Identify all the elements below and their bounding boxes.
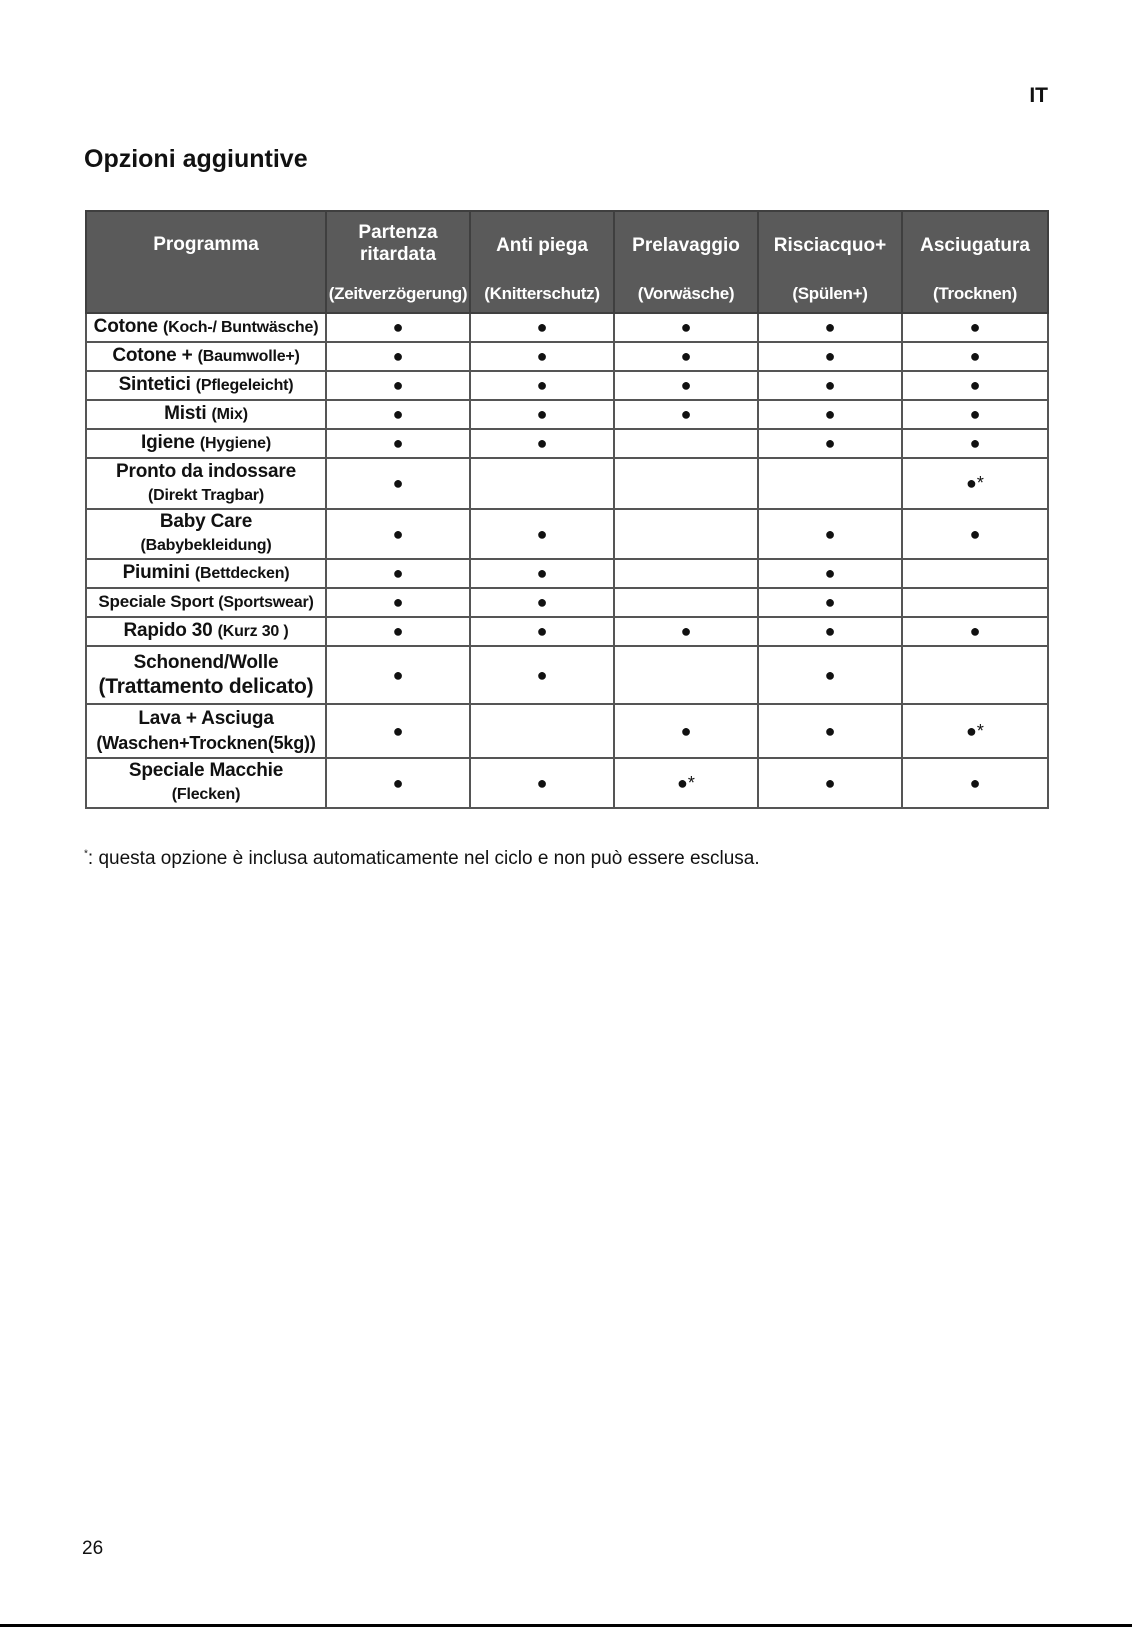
option-availability: ●: [392, 592, 404, 612]
option-cell: [902, 313, 1048, 342]
option-cell: [326, 342, 470, 371]
option-cell: [614, 371, 758, 400]
option-cell: [614, 400, 758, 429]
table-row: [86, 588, 1048, 617]
program-name: Piumini: [122, 562, 190, 583]
footnote-text: : questa opzione è inclusa automaticamente nel ciclo e non può essere esclusa.: [87, 848, 760, 869]
column-header-sublabel: (Spülen+): [792, 284, 868, 303]
option-availability: ●: [969, 523, 981, 544]
column-header-partenza-ritardata: [326, 211, 470, 313]
column-header-label: Prelavaggio: [632, 235, 740, 256]
column-header-anti-piega: [470, 211, 614, 313]
option-availability: ●: [824, 404, 836, 424]
option-availability: ●: [536, 404, 548, 424]
table-row: [86, 646, 1048, 704]
option-cell: [902, 559, 1048, 588]
option-cell: [614, 617, 758, 646]
option-availability: ●: [969, 433, 981, 453]
program-name-german: (Hygiene): [199, 435, 271, 452]
column-header-label: Asciugatura: [920, 235, 1030, 256]
option-availability: ●: [392, 621, 404, 641]
option-availability: ●: [536, 621, 548, 641]
option-cell: [470, 371, 614, 400]
option-availability: ●: [392, 404, 404, 424]
program-name-german: (Flecken): [171, 786, 241, 803]
table-row: [86, 758, 1048, 808]
option-cell: [326, 400, 470, 429]
option-availability: ●: [392, 664, 404, 685]
option-cell: [326, 588, 470, 617]
column-header-risciacquo-plus: [758, 211, 902, 313]
table-row: [86, 559, 1048, 588]
option-cell: [470, 429, 614, 458]
option-availability: ●: [392, 772, 404, 793]
program-name: Misti: [164, 403, 207, 424]
table-row: [86, 371, 1048, 400]
column-header-label: Risciacquo+: [773, 235, 887, 256]
option-availability: ●: [824, 346, 836, 366]
option-cell: [614, 313, 758, 342]
option-cell: [614, 342, 758, 371]
option-availability: ●: [392, 375, 404, 395]
option-cell: [326, 313, 470, 342]
option-cell: [614, 704, 758, 758]
option-cell: [758, 704, 902, 758]
column-header-label: Anti piega: [496, 235, 588, 256]
program-name-german: (Waschen+Trocknen(5kg)): [96, 733, 316, 753]
program-name: Speciale Macchie: [128, 760, 284, 781]
table-row: [86, 617, 1048, 646]
option-cell: [470, 400, 614, 429]
option-cell: [758, 559, 902, 588]
option-cell: [758, 371, 902, 400]
option-availability: ●: [536, 592, 548, 612]
option-availability: ●: [392, 473, 404, 493]
option-availability: ●: [824, 772, 836, 793]
section-title: Opzioni aggiuntive: [84, 145, 308, 173]
page-number: 26: [82, 1538, 104, 1559]
option-availability: ●: [536, 664, 548, 685]
option-cell: [326, 758, 470, 808]
table-header-row: [86, 211, 1048, 313]
option-cell: [614, 588, 758, 617]
option-availability: ●*: [966, 473, 984, 493]
option-cell: [614, 758, 758, 808]
option-availability: ●: [536, 563, 548, 583]
option-cell: [758, 400, 902, 429]
program-name: Rapido 30: [123, 620, 213, 641]
option-availability: ●: [969, 375, 981, 395]
option-cell: [614, 458, 758, 509]
option-cell: [326, 646, 470, 704]
program-name: Lava + Asciuga: [138, 708, 274, 729]
option-cell: [326, 559, 470, 588]
column-header-sublabel: (Zeitverzögerung): [328, 284, 468, 303]
option-availability: ●: [824, 433, 836, 453]
program-name-cell: [86, 704, 326, 758]
option-availability: ●: [824, 592, 836, 612]
option-cell: [470, 588, 614, 617]
option-availability: ●: [680, 621, 692, 641]
option-cell: [758, 458, 902, 509]
language-tag: IT: [1029, 84, 1048, 107]
option-cell: [470, 342, 614, 371]
program-name: Sintetici: [118, 374, 191, 395]
program-name-cell: [86, 429, 326, 458]
program-name-cell: [86, 509, 326, 559]
program-name-german: (Babybekleidung): [140, 537, 272, 554]
option-cell: [614, 646, 758, 704]
program-name-cell: [86, 588, 326, 617]
option-availability: ●: [824, 375, 836, 395]
column-header-asciugatura: [902, 211, 1048, 313]
option-cell: [902, 646, 1048, 704]
option-cell: [470, 313, 614, 342]
option-cell: [758, 617, 902, 646]
option-cell: [326, 371, 470, 400]
option-cell: [470, 646, 614, 704]
table-row: [86, 342, 1048, 371]
option-cell: [326, 617, 470, 646]
option-availability: ●: [536, 375, 548, 395]
option-cell: [758, 429, 902, 458]
option-availability: ●: [824, 720, 836, 741]
program-name: Speciale Sport: [98, 592, 214, 611]
program-name: Pronto da indossare: [116, 460, 296, 482]
program-name-cell: [86, 758, 326, 808]
option-availability: ●: [969, 404, 981, 424]
option-availability: ●: [680, 317, 692, 337]
option-availability: ●: [969, 317, 981, 337]
option-cell: [614, 509, 758, 559]
option-cell: [902, 458, 1048, 509]
option-availability: ●: [680, 404, 692, 424]
option-availability: ●: [392, 523, 404, 544]
option-availability: ●: [969, 346, 981, 366]
program-name-german: (Baumwolle+): [197, 348, 300, 365]
option-availability: ●*: [677, 772, 695, 793]
option-availability: ●*: [966, 720, 984, 741]
option-cell: [902, 588, 1048, 617]
option-cell: [470, 559, 614, 588]
column-header-sublabel: (Vorwäsche): [637, 284, 735, 303]
option-cell: [470, 509, 614, 559]
option-availability: ●: [392, 317, 404, 337]
option-availability: ●: [536, 346, 548, 366]
option-cell: [614, 429, 758, 458]
program-name-cell: [86, 400, 326, 429]
option-cell: [902, 704, 1048, 758]
option-cell: [326, 509, 470, 559]
option-cell: [470, 758, 614, 808]
option-cell: [902, 758, 1048, 808]
program-name: Baby Care: [159, 511, 253, 532]
option-availability: ●: [392, 563, 404, 583]
table-row: [86, 704, 1048, 758]
program-name: Cotone +: [112, 345, 193, 366]
program-name-cell: [86, 617, 326, 646]
option-cell: [326, 429, 470, 458]
option-cell: [758, 646, 902, 704]
table-row: [86, 509, 1048, 559]
column-header-prelavaggio: [614, 211, 758, 313]
option-cell: [470, 458, 614, 509]
program-name-german: (Bettdecken): [194, 565, 290, 582]
program-name-cell: [86, 313, 326, 342]
options-table: [85, 210, 1049, 809]
option-availability: ●: [824, 317, 836, 337]
table-row: [86, 458, 1048, 509]
option-cell: [902, 342, 1048, 371]
option-availability: ●: [392, 720, 404, 741]
footnote: [84, 848, 760, 870]
option-availability: ●: [392, 433, 404, 453]
option-availability: ●: [680, 346, 692, 366]
option-availability: ●: [824, 621, 836, 641]
option-cell: [614, 559, 758, 588]
option-availability: ●: [969, 621, 981, 641]
option-availability: ●: [680, 720, 692, 741]
program-name-german: (Kurz 30 ): [217, 623, 289, 640]
program-name-cell: [86, 559, 326, 588]
table-row: [86, 313, 1048, 342]
option-availability: ●: [536, 523, 548, 544]
program-name: Schonend/Wolle: [133, 652, 279, 673]
option-cell: [326, 704, 470, 758]
program-name-german: (Mix): [211, 406, 248, 423]
program-name-cell: [86, 371, 326, 400]
table-row: [86, 400, 1048, 429]
option-cell: [758, 588, 902, 617]
option-cell: [758, 313, 902, 342]
table-row: [86, 429, 1048, 458]
program-name-german: (Direkt Tragbar): [148, 486, 264, 504]
option-cell: [902, 617, 1048, 646]
option-cell: [902, 371, 1048, 400]
option-cell: [758, 342, 902, 371]
option-availability: ●: [824, 664, 836, 685]
option-cell: [758, 758, 902, 808]
footnote-marker: *: [84, 848, 88, 860]
column-header-label: Programma: [153, 234, 259, 255]
option-availability: ●: [969, 772, 981, 793]
program-name-cell: [86, 646, 326, 704]
column-header-sublabel: (Trocknen): [933, 284, 1017, 303]
option-cell: [758, 509, 902, 559]
program-name: Cotone: [93, 316, 158, 337]
program-name-cell: [86, 342, 326, 371]
program-name-german: (Pflegeleicht): [195, 377, 294, 394]
option-availability: ●: [392, 346, 404, 366]
option-availability: ●: [536, 433, 548, 453]
option-cell: [902, 509, 1048, 559]
program-name: Igiene: [141, 432, 195, 453]
option-availability: ●: [824, 563, 836, 583]
column-header-label: Partenza ritardata: [358, 222, 438, 265]
option-availability: ●: [680, 375, 692, 395]
option-availability: ●: [536, 772, 548, 793]
program-name-german: (Sportswear): [218, 594, 314, 611]
option-cell: [470, 704, 614, 758]
option-availability: ●: [824, 523, 836, 544]
column-header-sublabel: (Knitterschutz): [484, 284, 600, 303]
option-cell: [902, 429, 1048, 458]
option-availability: ●: [536, 317, 548, 337]
program-name-german: (Trattamento delicato): [98, 675, 314, 698]
option-cell: [326, 458, 470, 509]
option-cell: [470, 617, 614, 646]
program-name-german: (Koch-/ Buntwäsche): [163, 319, 319, 336]
column-header-programma: [86, 211, 326, 313]
program-name-cell: [86, 458, 326, 509]
option-cell: [902, 400, 1048, 429]
